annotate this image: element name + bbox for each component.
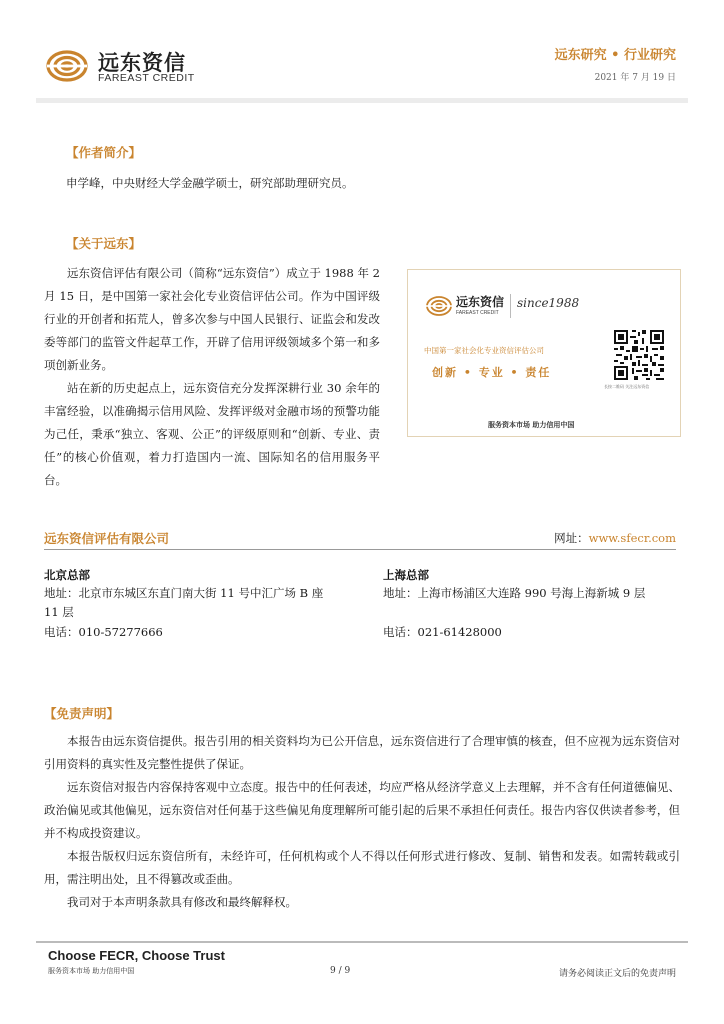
page-number: 9 / 9 <box>330 966 351 976</box>
company-divider <box>44 549 676 550</box>
website-label: 网址： <box>554 531 589 545</box>
author-bio: 申学峰，中央财经大学金融学硕士，研究部助理研究员。 <box>66 176 354 190</box>
logo-wordmark-en: FAREAST CREDIT <box>98 72 195 84</box>
disclaimer-paragraph: 我司对于本声明条款具有修改和最终解释权。 <box>67 895 297 909</box>
card-logo-en: FAREAST CREDIT <box>456 310 499 316</box>
card-slogan: 中国第一家社会化专业资信评估公司 <box>424 346 544 355</box>
about-heading: 【关于远东】 <box>66 236 142 251</box>
author-heading: 【作者简介】 <box>66 145 142 160</box>
footer-notice: 请务必阅读正文后的免责声明 <box>558 969 676 979</box>
disclaimer-paragraph: 远东资信对报告内容保持客观中立态度。报告中的任何表述，均应严格从经济学意义上去理解，并不含有任何道德偏见、政治偏见或其他偏见，远东资信对任何基于这些偏见角度理解所可能引起的后果不承担任何责任。报告内容仅供读者参考，但并不构成投资建议。 <box>44 780 680 840</box>
footer-divider <box>36 941 688 943</box>
footer-tagline: 服务资本市场 助力信用中国 <box>48 967 135 975</box>
about-text <box>44 262 380 492</box>
website-link[interactable]: www.sfecr.com <box>588 531 676 545</box>
qr-code-icon <box>614 330 664 380</box>
beijing-phone: 电话：010-57277666 <box>44 625 163 639</box>
website <box>554 530 676 546</box>
shanghai-address: 地址：上海市杨浦区大连路 990 号海上海新城 9 层 <box>383 586 646 600</box>
header-divider <box>36 98 688 103</box>
beijing-office-title: 北京总部 <box>44 568 90 582</box>
card-divider <box>510 294 511 318</box>
fareast-logo-icon <box>425 294 455 318</box>
disclaimer-text <box>44 730 680 914</box>
about-paragraph: 远东资信评估有限公司（简称“远东资信”）成立于 1988 年 2 月 15 日，是中国第一家社会化专业资信评估公司。作为中国评级行业的开创者和拓荒人，曾多次参与中国人民银行、证监会和发改委等部门的监管文件起草工作，开辟了信用评级领域多个第一和多项创新业务。 <box>44 266 380 372</box>
disclaimer-paragraph: 本报告版权归远东资信所有，未经许可，任何机构或个人不得以任何形式进行修改、复制、销售和发表。如需转载或引用，需注明出处，且不得篡改或歪曲。 <box>44 849 680 886</box>
disclaimer-paragraph: 本报告由远东资信提供。报告引用的相关资料均为已公开信息，远东资信进行了合理审慎的核查，但不应视为远东资信对引用资料的真实性及完整性提供了保证。 <box>44 734 680 771</box>
footer-brand: Choose FECR, Choose Trust <box>48 948 225 963</box>
beijing-address-cont: 11 层 <box>44 605 74 619</box>
disclaimer-heading: 【免责声明】 <box>44 706 120 721</box>
company-name: 远东资信评估有限公司 <box>44 531 170 546</box>
report-category: 远东研究 • 行业研究 <box>554 48 676 63</box>
card-values: 创新 • 专业 • 责任 <box>432 366 552 379</box>
qr-caption: 长按二维码 关注远东资信 <box>604 384 650 389</box>
beijing-address: 地址：北京市东城区东直门南大街 11 号中汇广场 B 座 <box>44 586 324 600</box>
brand-card <box>407 269 681 437</box>
card-since: since1988 <box>517 296 580 310</box>
card-tagline: 服务资本市场 助力信用中国 <box>488 421 575 429</box>
about-paragraph: 站在新的历史起点上，远东资信充分发挥深耕行业 30 余年的丰富经验，以准确揭示信用风险、发挥评级对金融市场的预警功能为己任，秉承“独立、客观、公正”的评级原则和“创新、专业、责任”的核心价值观，着力打造国内一流、国际知名的信用服务平台。 <box>44 381 380 487</box>
shanghai-phone: 电话：021-61428000 <box>383 625 502 639</box>
report-date: 2021 年 7 月 19 日 <box>594 73 676 83</box>
shanghai-office-title: 上海总部 <box>383 568 429 582</box>
card-logo-cn: 远东资信 <box>456 295 505 309</box>
logo-wordmark-cn: 远东资信 <box>98 51 186 75</box>
